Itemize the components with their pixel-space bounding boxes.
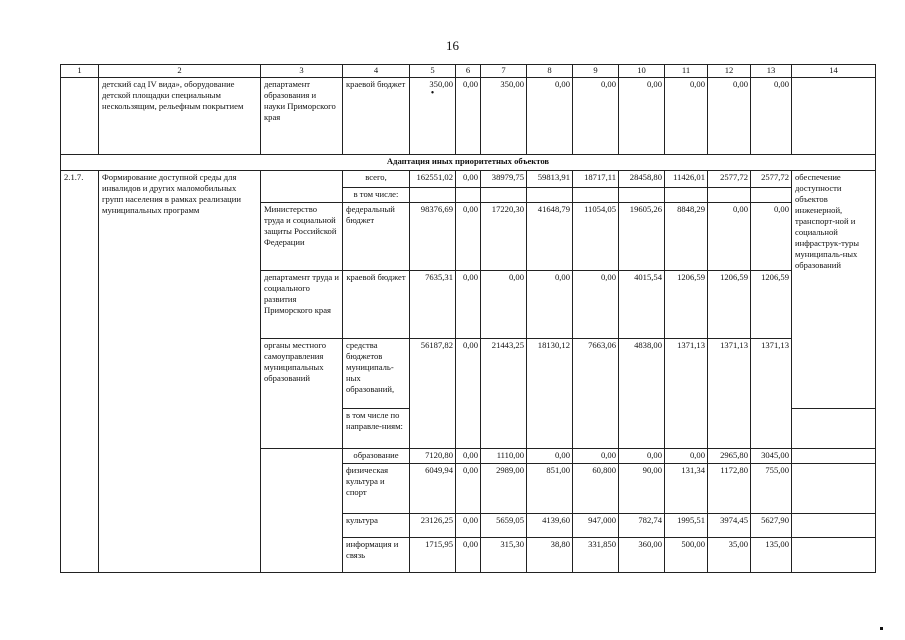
value-cell: 947,000 — [573, 514, 619, 538]
value-cell: 0,00 — [573, 271, 619, 339]
funding-source: физическая культура и спорт — [343, 464, 410, 514]
funding-source: средства бюджетов муниципаль-ных образований, — [343, 339, 410, 409]
value-cell: 0,00 — [619, 449, 665, 464]
value-cell: 59813,91 — [527, 171, 573, 188]
executor: департамент труда и социального развития Приморского края — [261, 271, 343, 339]
col-header: 4 — [343, 65, 410, 78]
value-cell: 1110,00 — [481, 449, 527, 464]
value-cell: 0,00 — [456, 464, 481, 514]
value-cell: 331,850 — [573, 538, 619, 573]
funding-source: краевой бюджет — [343, 271, 410, 339]
value-cell: 0,00 — [481, 271, 527, 339]
value-cell: 1371,13 — [665, 339, 708, 409]
value-cell: 4838,00 — [619, 339, 665, 409]
value-cell: 500,00 — [665, 538, 708, 573]
value-cell: 2577,72 — [751, 171, 792, 188]
value-cell: 0,00 — [665, 449, 708, 464]
executor: департамент образования и науки Приморского края — [261, 78, 343, 155]
value-cell: 0,00 — [527, 78, 573, 155]
value-cell: 1172,80 — [708, 464, 751, 514]
value-cell: 19605,26 — [619, 203, 665, 271]
column-header-row — [61, 65, 876, 78]
value-cell: 18717,11 — [573, 171, 619, 188]
value-cell: 0,00 — [456, 271, 481, 339]
value-cell: 1995,51 — [665, 514, 708, 538]
value-cell: 7635,31 — [410, 271, 456, 339]
col-header: 9 — [573, 65, 619, 78]
col-header: 2 — [99, 65, 261, 78]
value-cell: 0,00 — [708, 203, 751, 271]
value-cell: 3045,00 — [751, 449, 792, 464]
col-header: 7 — [481, 65, 527, 78]
dot-mark: • — [430, 88, 435, 99]
value-cell: 11426,01 — [665, 171, 708, 188]
value-cell: 782,74 — [619, 514, 665, 538]
value-cell: 0,00 — [527, 449, 573, 464]
value-cell: 8848,29 — [665, 203, 708, 271]
value-cell: 1206,59 — [708, 271, 751, 339]
value-cell: 0,00 — [456, 538, 481, 573]
value-cell: 0,00 — [456, 449, 481, 464]
value-cell: 38979,75 — [481, 171, 527, 188]
value-cell: 1371,13 — [751, 339, 792, 409]
value-cell: 18130,12 — [527, 339, 573, 409]
value-cell: 4139,60 — [527, 514, 573, 538]
value-cell: 56187,82 — [410, 339, 456, 409]
value-cell: 0,00 — [573, 449, 619, 464]
value-cell: 0,00 — [456, 339, 481, 409]
value-cell: 3974,45 — [708, 514, 751, 538]
value-cell: 11054,05 — [573, 203, 619, 271]
value-cell: 23126,25 — [410, 514, 456, 538]
value-cell: 2989,00 — [481, 464, 527, 514]
value-cell: 350,00 • — [410, 78, 456, 155]
value-cell: 21443,25 — [481, 339, 527, 409]
value-cell: 28458,80 — [619, 171, 665, 188]
value-cell: 98376,69 — [410, 203, 456, 271]
funding-source: краевой бюджет — [343, 78, 410, 155]
value-cell: 2965,80 — [708, 449, 751, 464]
value-cell: 38,80 — [527, 538, 573, 573]
measure-desc: детский сад IV вида», оборудование детской площадки специальным нескользящим, рельефным покрытием — [99, 78, 261, 155]
value-cell: 1206,59 — [751, 271, 792, 339]
table-row-top — [61, 78, 876, 155]
value-cell: 6049,94 — [410, 464, 456, 514]
value-cell: 0,00 — [456, 203, 481, 271]
value-cell: 0,00 — [456, 171, 481, 188]
value-cell: 131,34 — [665, 464, 708, 514]
value-cell: 35,00 — [708, 538, 751, 573]
value-cell: 7120,80 — [410, 449, 456, 464]
funding-source: в том числе: — [343, 188, 410, 203]
value-cell: 7663,06 — [573, 339, 619, 409]
col-header: 10 — [619, 65, 665, 78]
expected-result: обеспечение доступности объектов инженерной, транспорт-ной и социальной инфраструк-туры муниципаль-ных образований — [792, 171, 876, 409]
col-header: 14 — [792, 65, 876, 78]
value-cell: 17220,30 — [481, 203, 527, 271]
value-cell: 0,00 — [751, 78, 792, 155]
value-cell: 4015,54 — [619, 271, 665, 339]
value-cell: 0,00 — [665, 78, 708, 155]
section-title: Адаптация иных приоритетных объектов — [61, 155, 876, 171]
value-cell: 0,00 — [456, 78, 481, 155]
item-number: 2.1.7. — [61, 171, 99, 573]
col-header: 12 — [708, 65, 751, 78]
col-header: 13 — [751, 65, 792, 78]
value-cell: 0,00 — [751, 203, 792, 271]
value-cell: 1715,95 — [410, 538, 456, 573]
value-cell: 851,00 — [527, 464, 573, 514]
executor: органы местного самоуправления муниципальных образований — [261, 339, 343, 449]
value-cell: 0,00 — [527, 271, 573, 339]
table-row-total — [61, 171, 876, 188]
col-header: 11 — [665, 65, 708, 78]
col-header: 1 — [61, 65, 99, 78]
funding-source: информация и связь — [343, 538, 410, 573]
value-cell: 0,00 — [708, 78, 751, 155]
funding-source: образование — [343, 449, 410, 464]
funding-source: федеральный бюджет — [343, 203, 410, 271]
value-cell: 135,00 — [751, 538, 792, 573]
col-header: 5 — [410, 65, 456, 78]
item-desc: Формирование доступной среды для инвалидов и других маломобильных групп населения в рамках реализации муниципальных программ — [99, 171, 261, 573]
value-cell: 90,00 — [619, 464, 665, 514]
value-cell: 162551,02 — [410, 171, 456, 188]
col-header: 3 — [261, 65, 343, 78]
value-cell: 0,00 — [456, 514, 481, 538]
value-cell: 0,00 — [573, 78, 619, 155]
value-cell: 1206,59 — [665, 271, 708, 339]
scan-dot-mark — [880, 627, 883, 630]
funding-source: в том числе по направле-ниям: — [343, 409, 410, 449]
page-number: 16 — [446, 38, 459, 53]
value-cell: 5659,05 — [481, 514, 527, 538]
funding-source: культура — [343, 514, 410, 538]
program-table — [60, 64, 876, 573]
value-cell: 41648,79 — [527, 203, 573, 271]
section-row — [61, 155, 876, 171]
funding-source: всего, — [343, 171, 410, 188]
value-cell: 5627,90 — [751, 514, 792, 538]
value-cell: 1371,13 — [708, 339, 751, 409]
value-cell: 60,800 — [573, 464, 619, 514]
executor: Министерство труда и социальной защиты Российской Федерации — [261, 203, 343, 271]
value-cell: 360,00 — [619, 538, 665, 573]
value-cell: 2577,72 — [708, 171, 751, 188]
col-header: 8 — [527, 65, 573, 78]
value-cell: 755,00 — [751, 464, 792, 514]
value-cell: 350,00 — [481, 78, 527, 155]
col-header: 6 — [456, 65, 481, 78]
value-cell: 315,30 — [481, 538, 527, 573]
value-cell: 0,00 — [619, 78, 665, 155]
